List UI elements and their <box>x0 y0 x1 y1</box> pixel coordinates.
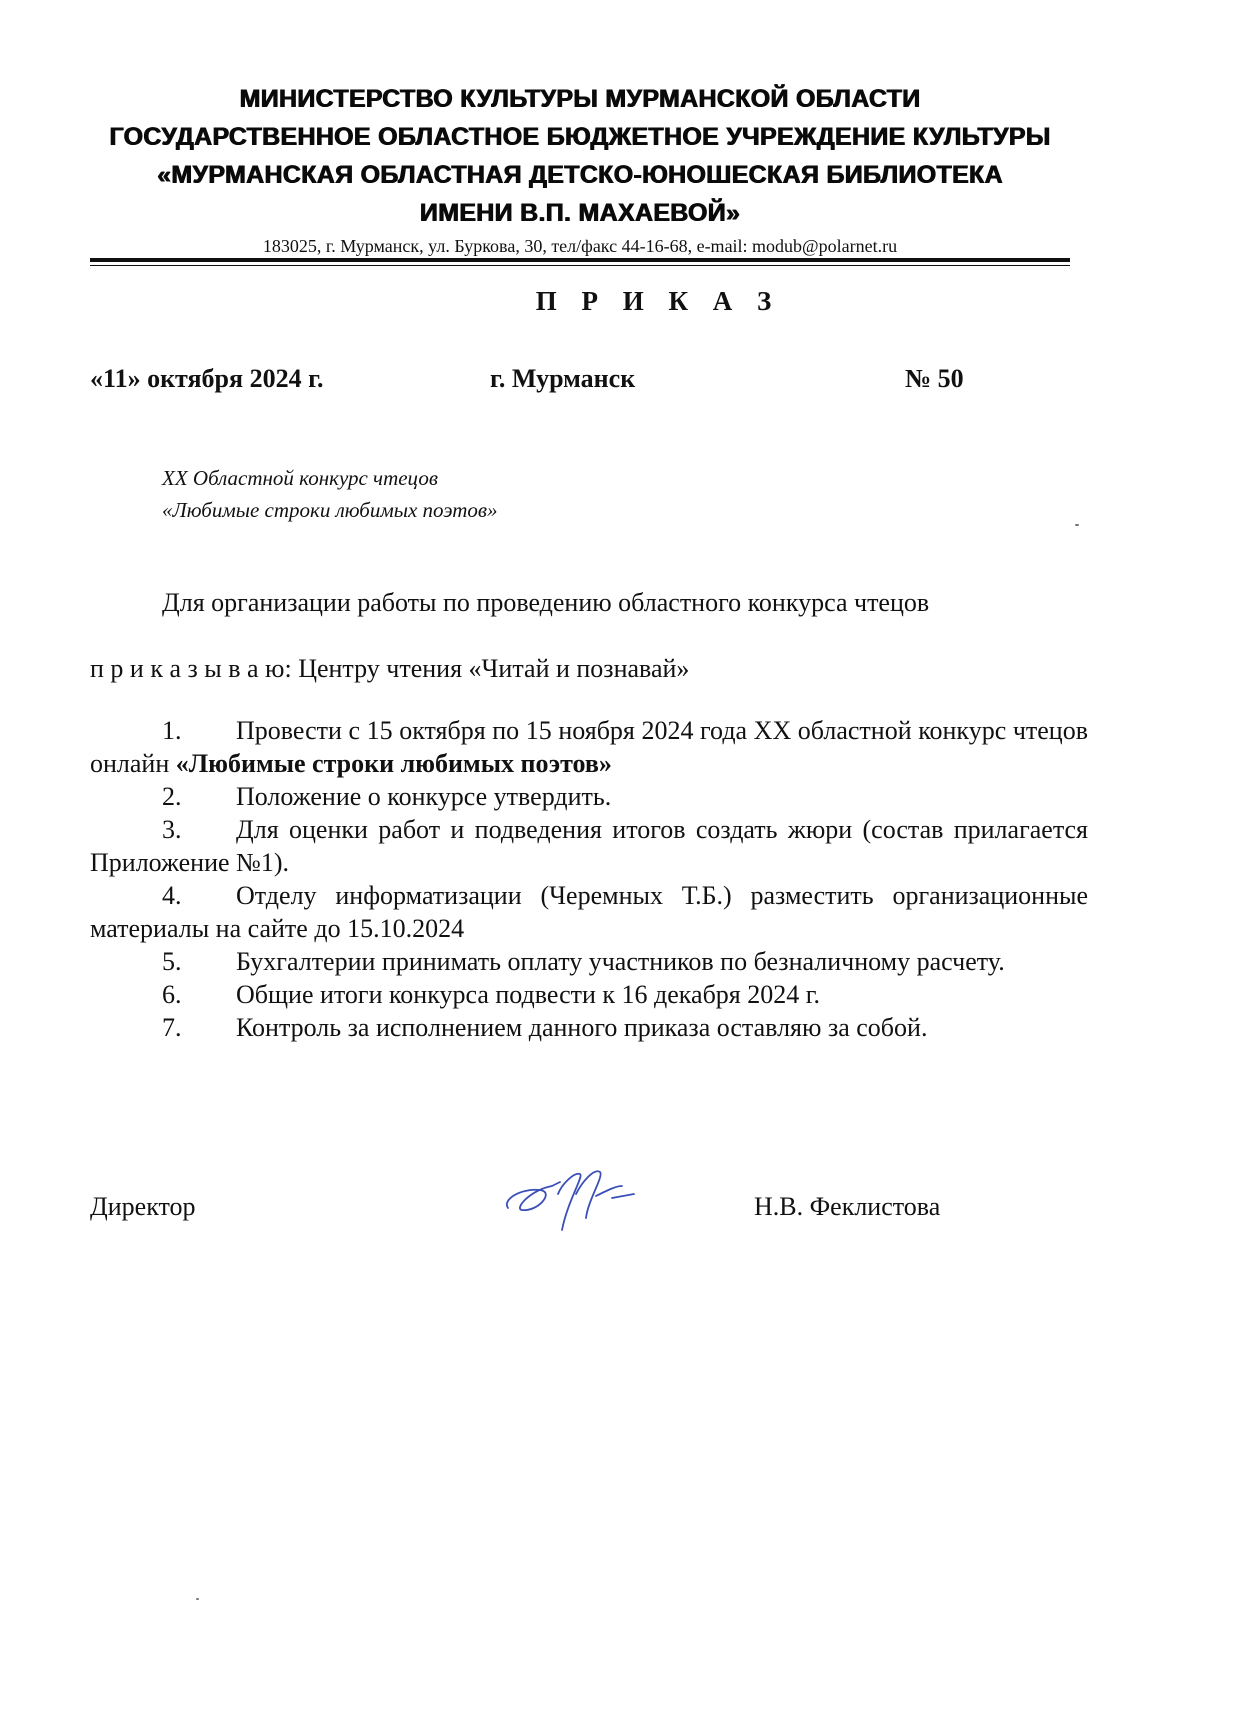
item-number: 4. <box>162 881 182 910</box>
letterhead-institution-name: «МУРМАНСКАЯ ОБЛАСТНАЯ ДЕТСКО-ЮНОШЕСКАЯ БИБЛИОТЕКА <box>157 161 1003 189</box>
item-bold-text: «Любимые строки любимых поэтов» <box>175 749 612 778</box>
directive-target: Центру чтения «Читай и познавай» <box>291 654 690 683</box>
order-subject <box>162 462 498 526</box>
letterhead <box>80 80 1080 258</box>
item-text: Для оценки работ и подведения итогов создать жюри (состав прилагается Приложение №1). <box>90 815 1088 877</box>
order-number: № 50 <box>905 364 964 393</box>
list-item <box>90 780 1088 813</box>
item-number: 6. <box>162 980 182 1009</box>
handwritten-signature <box>500 1160 650 1240</box>
scan-speck <box>1075 524 1079 526</box>
list-item <box>90 714 1088 780</box>
item-number: 1. <box>162 716 182 745</box>
item-text: Положение о конкурсе утвердить. <box>236 782 612 811</box>
list-item <box>90 1011 1088 1044</box>
item-number: 2. <box>162 782 182 811</box>
list-item <box>90 978 1088 1011</box>
item-text: Бухгалтерии принимать оплату участников по безналичному расчету. <box>236 947 1005 976</box>
letterhead-address: 183025, г. Мурманск, ул. Буркова, 30, тел/факс 44-16-68, e-mail: modub@polarnet.ru <box>262 236 898 256</box>
subject-line-2: «Любимые строки любимых поэтов» <box>162 498 498 522</box>
signatory-name: Н.В. Феклистова <box>754 1192 941 1221</box>
order-city: г. Мурманск <box>490 364 636 393</box>
order-items-list <box>90 714 1088 1044</box>
letterhead-divider-thin <box>90 265 1070 266</box>
item-text: Отделу информатизации (Черемных Т.Б.) разместить организационные материалы на сайте до 15.10.2024 <box>90 881 1088 943</box>
order-directive-line <box>90 652 689 685</box>
order-date: «11» октября 2024 г. <box>90 364 324 393</box>
item-number: 5. <box>162 947 182 976</box>
document-title: П Р И К А З <box>535 286 781 316</box>
signatory-title: Директор <box>90 1192 196 1221</box>
item-text: Провести с 15 октября по 15 ноября 2024 года XX областной конкурс чтецов онлайн <box>90 716 1088 778</box>
subject-line-1: XX Областной конкурс чтецов <box>162 466 438 490</box>
list-item <box>90 945 1088 978</box>
letterhead-institution-namesake: ИМЕНИ В.П. МАХАЕВОЙ» <box>419 199 741 227</box>
intro-paragraph: Для организации работы по проведению областного конкурса чтецов <box>162 588 930 617</box>
item-text: Контроль за исполнением данного приказа оставляю за собой. <box>236 1013 928 1042</box>
list-item <box>90 813 1088 879</box>
letterhead-ministry: МИНИСТЕРСТВО КУЛЬТУРЫ МУРМАНСКОЙ ОБЛАСТИ <box>239 85 921 113</box>
item-number: 3. <box>162 815 182 844</box>
scan-speck <box>196 1598 199 1600</box>
list-item <box>90 879 1088 945</box>
item-text: Общие итоги конкурса подвести к 16 декабря 2024 г. <box>236 980 820 1009</box>
directive-word: п р и к а з ы в а ю: <box>90 654 292 683</box>
item-number: 7. <box>162 1013 182 1042</box>
letterhead-institution-type: ГОСУДАРСТВЕННОЕ ОБЛАСТНОЕ БЮДЖЕТНОЕ УЧРЕЖДЕНИЕ КУЛЬТУРЫ <box>109 123 1051 151</box>
letterhead-divider-thick <box>90 258 1070 262</box>
